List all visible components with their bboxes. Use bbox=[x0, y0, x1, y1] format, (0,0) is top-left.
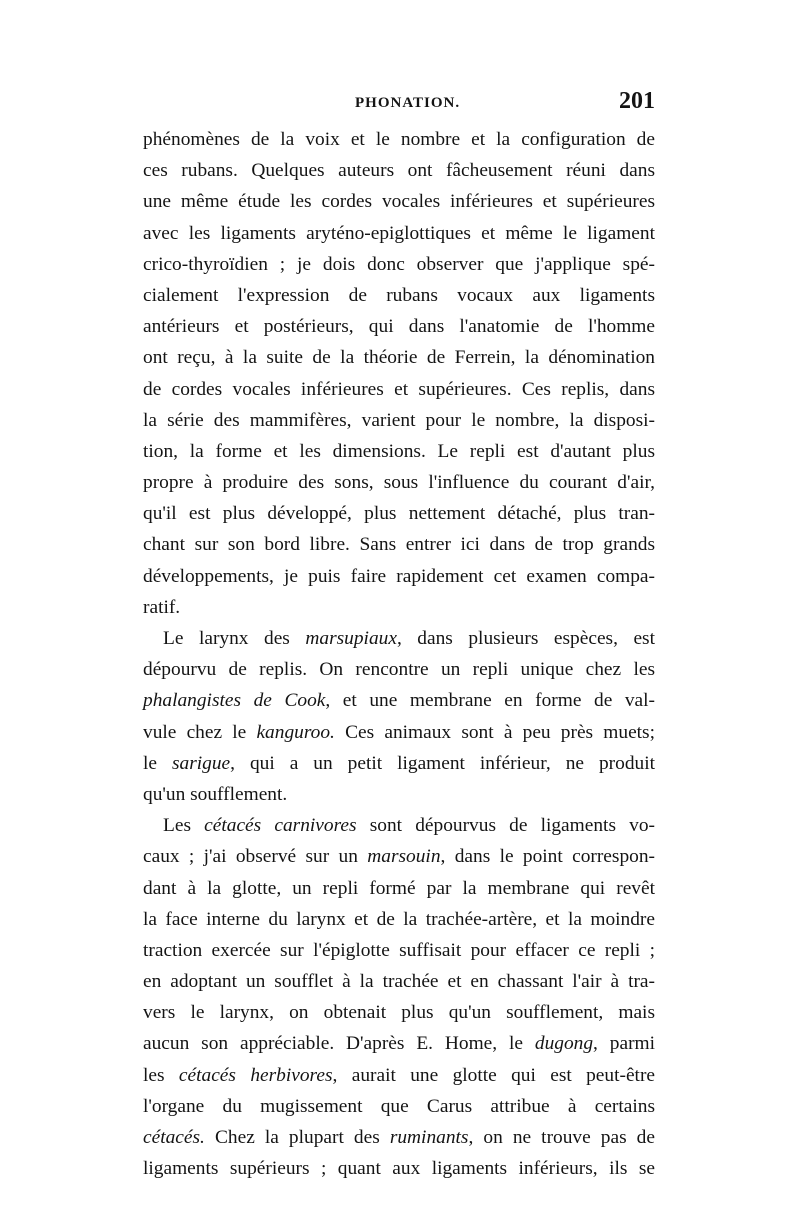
text-segment: une même étude les cordes vocales inférieures et supérieures bbox=[143, 191, 655, 213]
text-line bbox=[143, 1122, 655, 1153]
text-line bbox=[143, 1028, 655, 1059]
text-segment: en adoptant un soufflet à la trachée et en chassant l'air à tra- bbox=[143, 971, 655, 993]
text-line bbox=[143, 405, 655, 436]
text-line bbox=[143, 748, 655, 779]
text-line bbox=[143, 186, 655, 217]
text-segment: développements, je puis faire rapidement cet examen compa- bbox=[143, 565, 655, 587]
text-segment: , et une membrane en forme de val- bbox=[325, 690, 656, 712]
text-line bbox=[143, 654, 655, 685]
text-line bbox=[143, 685, 655, 716]
text-line bbox=[143, 155, 655, 186]
text-segment: Chez la plupart des bbox=[204, 1127, 390, 1148]
body-text bbox=[143, 124, 655, 1184]
text-segment: , aurait une glotte qui est peut-être bbox=[332, 1064, 656, 1086]
text-segment: chant sur son bord libre. Sans entrer ici dans de trop grands bbox=[143, 534, 655, 556]
text-line bbox=[143, 249, 655, 280]
text-segment: , on ne trouve pas de bbox=[468, 1127, 655, 1148]
text-line bbox=[143, 280, 655, 311]
text-line bbox=[143, 592, 655, 623]
page-header bbox=[143, 88, 655, 124]
text-segment: , dans plusieurs espèces, est bbox=[396, 628, 655, 649]
italic-text: dugong bbox=[534, 1033, 594, 1055]
text-line bbox=[143, 935, 655, 966]
italic-text: marsouin bbox=[367, 846, 441, 868]
text-segment: traction exercée sur l'épiglotte suffisait pour effacer ce repli ; bbox=[143, 939, 655, 961]
text-segment: crico-thyroïdien ; je dois donc observer que j'applique spé- bbox=[143, 253, 655, 275]
text-line bbox=[143, 717, 655, 748]
text-line bbox=[143, 997, 655, 1028]
text-segment: dant à la glotte, un repli formé par la membrane qui revêt bbox=[143, 877, 655, 899]
text-segment: vule chez le bbox=[143, 721, 257, 743]
running-title: PHONATION. bbox=[355, 95, 461, 111]
italic-text: sarigue bbox=[171, 752, 231, 774]
text-segment: ratif. bbox=[143, 596, 181, 618]
text-line bbox=[143, 779, 655, 810]
text-segment: aucun son appréciable. D'après E. Home, le bbox=[143, 1033, 535, 1055]
text-segment: propre à produire des sons, sous l'influence du courant d'air, bbox=[143, 472, 655, 494]
text-segment: caux ; j'ai observé sur un bbox=[143, 846, 368, 868]
text-line bbox=[143, 374, 655, 405]
italic-text: marsupiaux bbox=[305, 628, 397, 649]
text-segment: de cordes vocales inférieures et supérieures. Ces replis, dans bbox=[143, 378, 655, 400]
italic-text: kanguroo. bbox=[256, 721, 335, 743]
italic-text: cétacés. bbox=[143, 1127, 205, 1148]
text-segment: ces rubans. Quelques auteurs ont fâcheusement réuni dans bbox=[143, 160, 655, 182]
text-segment: , parmi bbox=[593, 1033, 655, 1055]
text-segment: sont dépourvus de ligaments vo- bbox=[356, 815, 655, 837]
text-line bbox=[143, 1091, 655, 1122]
italic-text: phalangistes de Cook bbox=[143, 690, 326, 712]
italic-text: cétacés herbivores bbox=[178, 1064, 333, 1086]
text-segment: cialement l'expression de rubans vocaux aux ligaments bbox=[143, 284, 655, 306]
text-line bbox=[143, 218, 655, 249]
text-segment: antérieurs et postérieurs, qui dans l'anatomie de l'homme bbox=[143, 316, 655, 338]
text-line bbox=[143, 810, 655, 841]
text-segment: , dans le point correspon- bbox=[440, 846, 655, 868]
text-line bbox=[143, 623, 655, 654]
text-segment: le bbox=[143, 752, 172, 774]
text-line bbox=[143, 311, 655, 342]
text-segment: phénomènes de la voix et le nombre et la configuration de bbox=[143, 129, 655, 150]
italic-text: ruminants bbox=[389, 1127, 469, 1148]
text-line bbox=[143, 436, 655, 467]
italic-text: cétacés carnivores bbox=[204, 815, 357, 837]
text-line bbox=[143, 529, 655, 560]
text-line bbox=[143, 873, 655, 904]
text-segment: avec les ligaments aryténo-epiglottiques et même le ligament bbox=[143, 222, 655, 244]
text-line bbox=[143, 841, 655, 872]
text-segment: vers le larynx, on obtenait plus qu'un soufflement, mais bbox=[143, 1002, 655, 1024]
text-segment: la face interne du larynx et de la trachée-artère, et la moindre bbox=[143, 908, 655, 930]
text-line bbox=[143, 966, 655, 997]
text-line bbox=[143, 1153, 655, 1184]
text-segment: ont reçu, à la suite de la théorie de Ferrein, la dénomination bbox=[143, 347, 655, 369]
text-segment: , qui a un petit ligament inférieur, ne produit bbox=[230, 752, 655, 774]
text-segment: tion, la forme et les dimensions. Le repli est d'autant plus bbox=[143, 440, 655, 462]
text-line bbox=[143, 467, 655, 498]
page-number: 201 bbox=[619, 88, 655, 114]
text-segment: Le larynx des bbox=[163, 628, 306, 649]
text-segment: Les bbox=[163, 815, 205, 837]
text-line bbox=[143, 561, 655, 592]
text-segment: la série des mammifères, varient pour le nombre, la disposi- bbox=[143, 409, 655, 431]
text-segment: ligaments supérieurs ; quant aux ligaments inférieurs, ils se bbox=[143, 1158, 655, 1180]
text-segment: l'organe du mugissement que Carus attribue à certains bbox=[143, 1095, 655, 1117]
text-line bbox=[143, 1060, 655, 1091]
text-segment: qu'un soufflement. bbox=[143, 783, 288, 805]
text-segment: dépourvu de replis. On rencontre un repli unique chez les bbox=[143, 659, 655, 681]
text-line bbox=[143, 498, 655, 529]
text-segment: qu'il est plus développé, plus nettement détaché, plus tran- bbox=[143, 503, 655, 525]
text-segment: les bbox=[143, 1064, 179, 1086]
text-line bbox=[143, 342, 655, 373]
text-line bbox=[143, 904, 655, 935]
text-segment: Ces animaux sont à peu près muets; bbox=[334, 721, 655, 743]
text-line bbox=[143, 124, 655, 155]
